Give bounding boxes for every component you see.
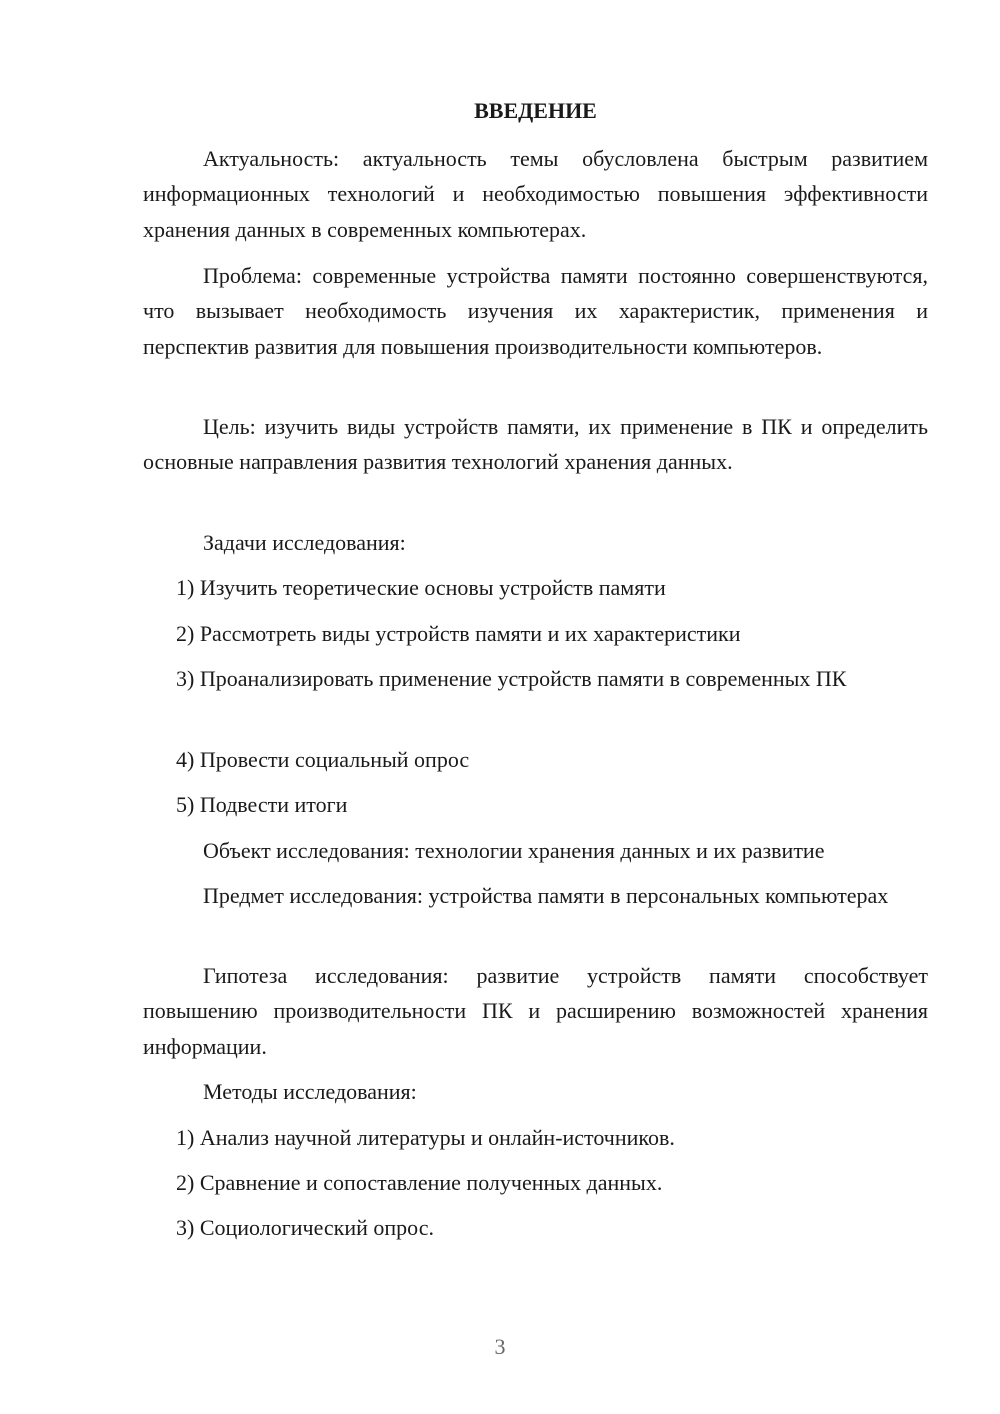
task-item: 5) Подвести итоги — [176, 792, 348, 817]
paragraph-subject: Предмет исследования: устройства памяти в персональных компьютерах — [203, 883, 889, 908]
document-page — [143, 0, 928, 1414]
paragraph-relevance: Актуальность: актуальность темы обусловлена быстрым развитием информационных технологий и необходимостью повышения эффективности хранения данных в современных компьютерах. — [143, 146, 928, 242]
task-item: 2) Рассмотреть виды устройств памяти и их характеристики — [176, 621, 741, 646]
methods-heading: Методы исследования: — [203, 1079, 417, 1104]
method-item: 1) Анализ научной литературы и онлайн-источников. — [176, 1125, 675, 1150]
task-item: 4) Провести социальный опрос — [176, 747, 470, 772]
page-title: ВВЕДЕНИЕ — [474, 98, 597, 123]
task-item: 1) Изучить теоретические основы устройств памяти — [176, 575, 666, 600]
paragraph-object: Объект исследования: технологии хранения данных и их развитие — [203, 838, 825, 863]
method-item: 3) Социологический опрос. — [176, 1215, 434, 1240]
paragraph-hypothesis: Гипотеза исследования: развитие устройств памяти способствует повышению производительности ПК и расширению возможностей хранения информации. — [143, 963, 928, 1059]
paragraph-goal: Цель: изучить виды устройств памяти, их применение в ПК и определить основные направления развития технологий хранения данных. — [143, 414, 928, 475]
tasks-heading: Задачи исследования: — [203, 530, 406, 555]
page-number: 3 — [494, 1334, 506, 1359]
paragraph-problem: Проблема: современные устройства памяти постоянно совершенствуются, что вызывает необходимость изучения их характеристик, применения и перспектив развития для повышения производительности компьютеров. — [143, 263, 928, 359]
method-item: 2) Сравнение и сопоставление полученных данных. — [176, 1170, 663, 1195]
task-item: 3) Проанализировать применение устройств памяти в современных ПК — [176, 666, 847, 691]
